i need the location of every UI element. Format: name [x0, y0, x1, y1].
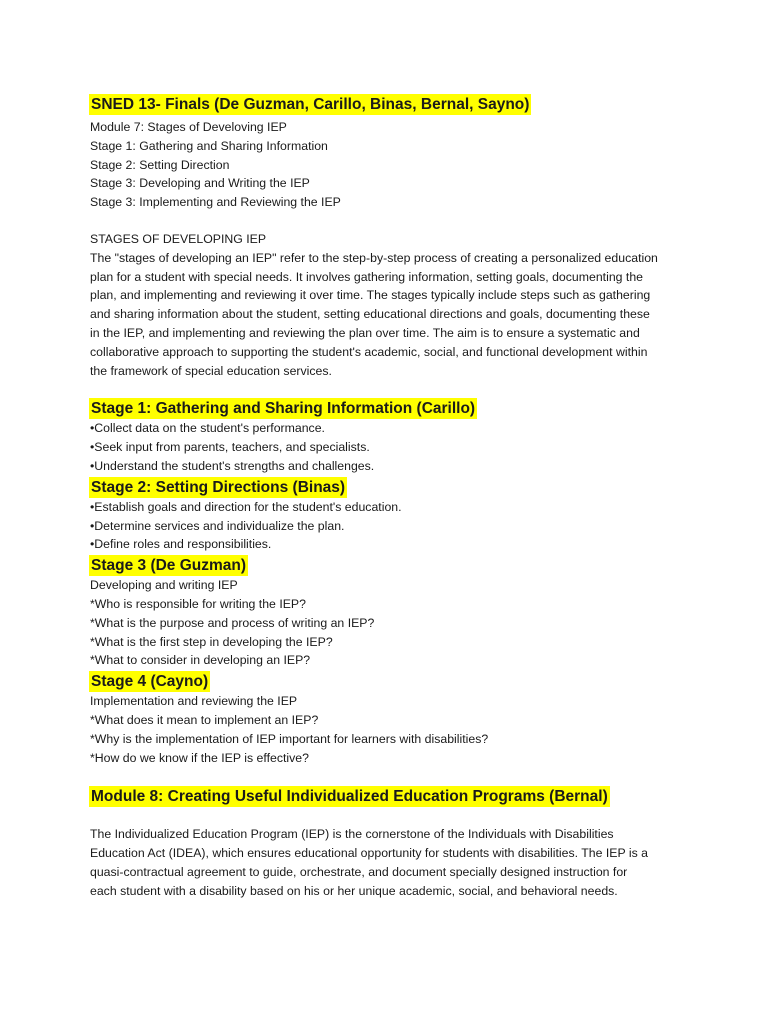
overview-line: plan, and implementing and reviewing it over time. The stages typically include steps such as gathering [90, 288, 651, 303]
stage4-item: *Why is the implementation of IEP important for learners with disabilities? [90, 731, 489, 746]
stage4-item: Implementation and reviewing the IEP [90, 694, 298, 709]
overview-line: and sharing information about the student, setting educational directions and goals, documenting these [90, 307, 650, 322]
intro-line: Stage 1: Gathering and Sharing Information [90, 138, 328, 153]
intro-line: Stage 3: Developing and Writing the IEP [90, 176, 310, 191]
overview-line: in the IEP, and implementing and reviewing the plan over time. The aim is to ensure a systematic and [90, 325, 640, 340]
stage4-item: *What does it mean to implement an IEP? [90, 712, 319, 727]
module8-line: The Individualized Education Program (IEP) is the cornerstone of the Individuals with Disabilities [90, 827, 614, 842]
stage2-item: •Establish goals and direction for the student's education. [90, 499, 402, 514]
module8-line: each student with a disability based on his or her unique academic, social, and behavioral needs. [90, 883, 618, 898]
stage3-item: *What is the first step in developing the IEP? [90, 634, 333, 649]
stage3-item: *What is the purpose and process of writing an IEP? [90, 615, 375, 630]
stage3-item: Developing and writing IEP [90, 578, 238, 593]
stage4-heading: Stage 4 (Cayno) [91, 673, 209, 691]
stage2-item: •Determine services and individualize the plan. [90, 518, 345, 533]
intro-line: Module 7: Stages of Develoving IEP [90, 120, 287, 134]
module8-heading: Module 8: Creating Useful Individualized Education Programs (Bernal) [91, 788, 608, 806]
stage1-item: •Understand the student's strengths and challenges. [90, 458, 375, 473]
intro-line: Stage 3: Implementing and Reviewing the IEP [90, 195, 341, 210]
overview-heading: STAGES OF DEVELOPING IEP [90, 231, 267, 246]
stage1-heading: Stage 1: Gathering and Sharing Information (Carillo) [91, 400, 476, 418]
stage3-item: *Who is responsible for writing the IEP? [90, 596, 306, 611]
overview-line: the framework of special education services. [90, 363, 332, 378]
overview-line: plan for a student with special needs. It involves gathering information, setting goals, documenting the [90, 269, 644, 284]
module8-line: quasi-contractual agreement to guide, orchestrate, and document specially designed instruction for [90, 864, 628, 879]
overview-line: collaborative approach to supporting the student's academic, social, and functional development within [90, 344, 648, 359]
stage1-item: •Collect data on the student's performance. [90, 421, 325, 436]
stage2-heading: Stage 2: Setting Directions (Binas) [91, 478, 346, 496]
document-title: SNED 13- Finals (De Guzman, Carillo, Binas, Bernal, Sayno) [91, 96, 530, 113]
stage4-item: *How do we know if the IEP is effective? [90, 750, 309, 765]
intro-line: Stage 2: Setting Direction [90, 157, 230, 172]
stage2-item: •Define roles and responsibilities. [90, 537, 272, 552]
overview-line: The "stages of developing an IEP" refer to the step-by-step process of creating a personalized education [90, 250, 658, 265]
stage1-item: •Seek input from parents, teachers, and specialists. [90, 440, 370, 455]
stage3-item: *What to consider in developing an IEP? [90, 653, 311, 668]
stage3-heading: Stage 3 (De Guzman) [91, 557, 247, 575]
document-content [90, 94, 690, 901]
module8-line: Education Act (IDEA), which ensures educational opportunity for students with disabilities. The IEP is a [90, 846, 648, 861]
